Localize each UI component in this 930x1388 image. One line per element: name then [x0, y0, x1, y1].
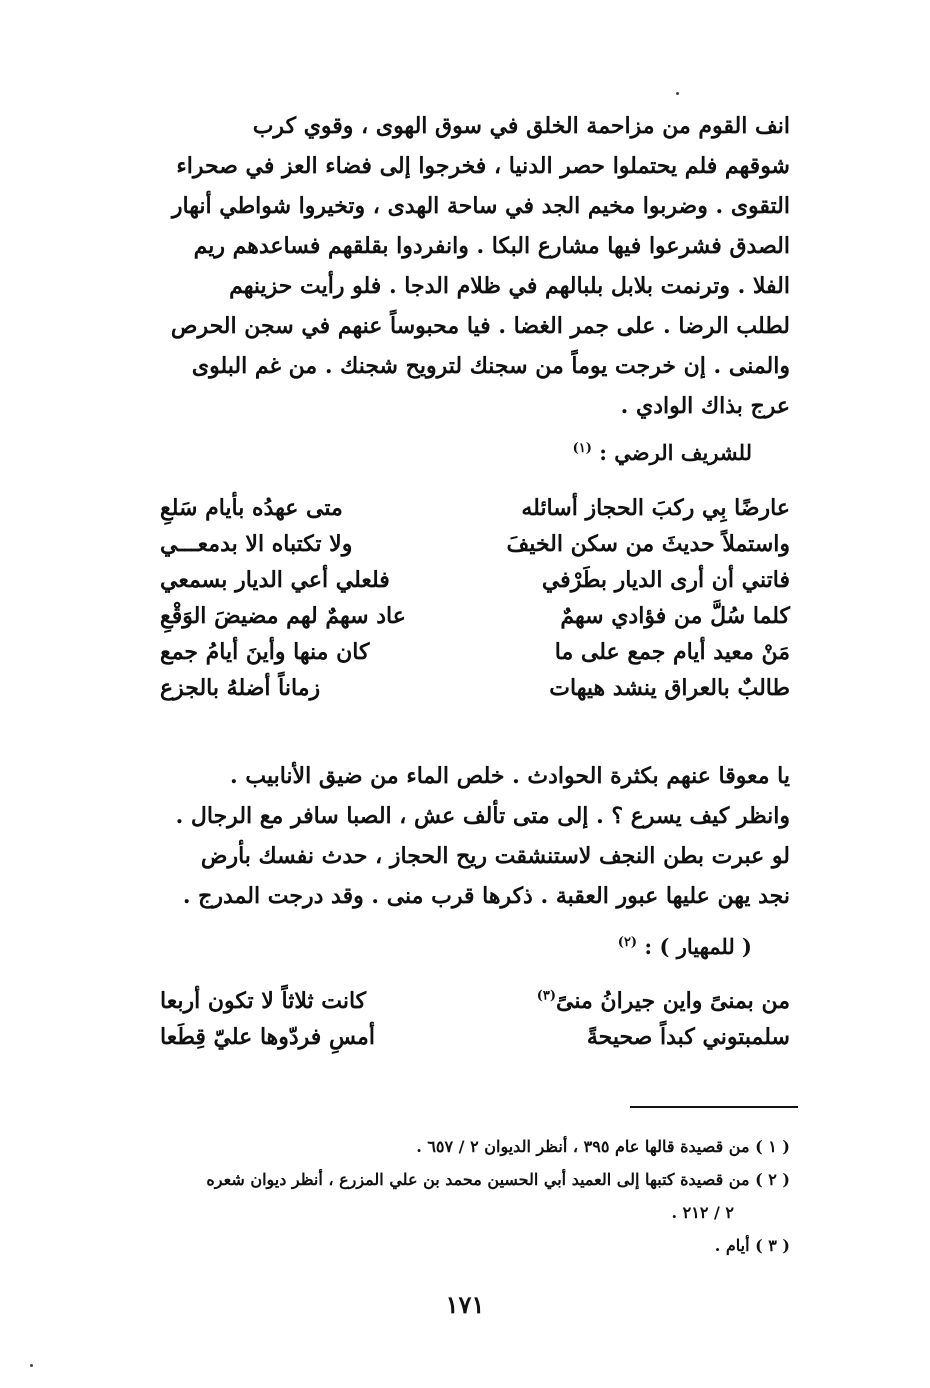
verse-second-hemistich: فلعلي أعي الديار بسمعي — [160, 567, 390, 593]
verse-first-hemistich: مَنْ معيد أيام جمع على ما — [554, 639, 790, 665]
verse-line — [160, 567, 790, 603]
footnote-marker: (١) — [572, 441, 592, 456]
verse-second-hemistich: عاد سهمٌ لهم مضيضَ الوَقْعِ — [160, 603, 406, 629]
hemistich-text: من بمنىً واين جيرانُ منىً — [556, 988, 790, 1014]
text-line: وانظر كيف يسرع ؟ . إلى متى تألف عش ، الصبا سافر مع الرجال . — [175, 803, 790, 829]
heading-text: ( للمهيار ) : — [644, 934, 752, 959]
poet-heading-sharif-radi — [573, 440, 752, 465]
poet-heading-mihyar — [618, 934, 752, 959]
verse-first-hemistich: واستملاً حديثَ من سكن الخيفَ — [506, 531, 790, 557]
heading-text: للشريف الرضي : — [599, 440, 752, 465]
text-line: التقوى . وضربوا مخيم الجد في ساحة الهدى ، وتخيروا شواطي أنهار — [171, 193, 790, 219]
footnote: ( ٢ ) من قصيدة كتبها إلى العميد أبي الحسين محمد بن علي المزرع ، أنظر ديوان شعره — [206, 1170, 790, 1189]
verse-first-hemistich: عارضًا بِي ركبَ الحجاز أسائله — [521, 495, 790, 521]
text-line: انف القوم من مزاحمة الخلق في سوق الهوى ، وقوي كرب — [252, 113, 790, 139]
print-speck — [30, 1364, 33, 1367]
verse-line — [160, 495, 790, 531]
verse-first-hemistich: كلما سُلَّ من فؤادي سهمٌ — [560, 603, 790, 629]
verse-second-hemistich: كانت ثلاثاً لا تكون أربعا — [160, 988, 367, 1014]
page-number: ١٧١ — [445, 1290, 485, 1319]
verse-first-hemistich: سلمبتوني كبداً صحيحةً — [586, 1024, 790, 1050]
text-line: الصدق فشرعوا فيها مشارع البكا . وانفردوا بقلقهم فساعدهم ريم — [193, 233, 790, 259]
text-line: والمنى . إن خرجت يوماً من سجنك لترويح شجنك . من غم البلوى — [191, 353, 790, 379]
prose-paragraph-2 — [160, 756, 790, 916]
verse-second-hemistich: كان منها وأينَ أيامُ جمع — [160, 639, 370, 665]
text-line: لطلب الرضا . على جمر الغضا . فيا محبوساً عنهم في سجن الحرص — [170, 313, 790, 339]
verse-second-hemistich: متى عهدُه بأيام سَلعِ — [160, 495, 343, 521]
prose-paragraph-1 — [160, 106, 790, 426]
verse-line — [160, 988, 790, 1024]
footnote-separator — [630, 1106, 798, 1108]
verse-line — [160, 531, 790, 567]
verse-line — [160, 603, 790, 639]
verse-second-hemistich: زماناً أضلهُ بالجزع — [160, 675, 321, 701]
footnote-marker: (٣) — [536, 988, 556, 1004]
print-speck — [676, 92, 679, 95]
verse-line — [160, 639, 790, 675]
verse-first-hemistich: طالبٌ بالعراق ينشد هيهات — [549, 675, 790, 701]
verse-second-hemistich: ولا تكتباه الا بدمعـــي — [160, 531, 353, 557]
footnote-marker: (٢) — [617, 935, 638, 950]
text-line: الفلا . وترنمت بلابل بلبالهم في ظلام الدجا . فلو رأيت حزينهم — [229, 273, 790, 299]
text-line: عرج بذاك الوادي . — [620, 393, 790, 419]
poem-block-1 — [160, 495, 790, 711]
text-line: لو عبرت بطن النجف لاستنشقت ريح الحجاز ، حدث نفسك بأرض — [200, 843, 790, 869]
verse-second-hemistich: أمسِ فردّوها عليّ قِطَعا — [160, 1024, 375, 1050]
verse-first-hemistich — [490, 988, 790, 1014]
footnote: ( ١ ) من قصيدة قالها عام ٣٩٥ ، أنظر الديوان ٢ / ٦٥٧ . — [416, 1137, 790, 1156]
footnote: ( ٣ ) أيام . — [714, 1236, 790, 1255]
verse-line — [160, 675, 790, 711]
verse-first-hemistich: فاتني أن أرى الديار بطَرْفي — [541, 567, 790, 593]
text-line: يا معوقا عنهم بكثرة الحوادث . خلص الماء من ضيق الأنابيب . — [230, 763, 790, 789]
poem-block-2 — [160, 988, 790, 1060]
footnote-continuation: ٢ / ٢١٢ . — [671, 1203, 734, 1222]
text-line: شوقهم فلم يحتملوا حصر الدنيا ، فخرجوا إلى فضاء العز في صحراء — [176, 153, 790, 179]
footnotes — [160, 1130, 790, 1262]
verse-line — [160, 1024, 790, 1060]
text-line: نجد يهن عليها عبور العقبة . ذكرها قرب منى . وقد درجت المدرج . — [182, 883, 790, 909]
